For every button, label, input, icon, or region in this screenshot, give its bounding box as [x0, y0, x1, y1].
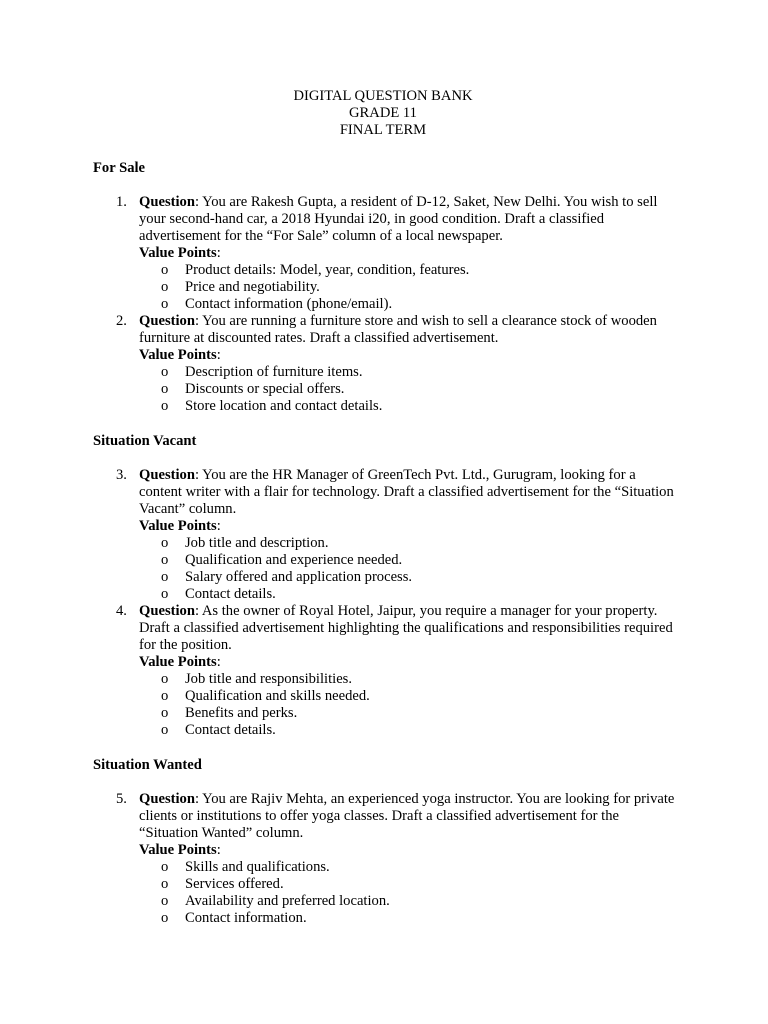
value-points-list	[139, 671, 678, 739]
bullet-icon: o	[161, 381, 169, 397]
value-point	[139, 876, 678, 893]
question-list	[93, 467, 678, 739]
value-points-block: Value Points:	[139, 347, 221, 363]
section-situation-wanted	[93, 757, 678, 927]
value-point	[139, 910, 678, 927]
question-number: 2.	[116, 313, 127, 329]
value-points-label: Value Points	[139, 518, 217, 534]
question-item	[93, 194, 678, 313]
value-point	[139, 552, 678, 569]
bullet-icon: o	[161, 586, 169, 602]
value-point	[139, 398, 678, 415]
value-point	[139, 279, 678, 296]
bullet-icon: o	[161, 671, 169, 687]
question-label: Question	[139, 313, 195, 329]
value-point-text: Contact details.	[185, 586, 276, 602]
document-header	[93, 88, 673, 139]
bullet-icon: o	[161, 552, 169, 568]
value-point-text: Discounts or special offers.	[185, 381, 345, 397]
bullet-icon: o	[161, 569, 169, 585]
question-label: Question	[139, 791, 195, 807]
bullet-icon: o	[161, 398, 169, 414]
question-label: Question	[139, 603, 195, 619]
question-text: : As the owner of Royal Hotel, Jaipur, you require a manager for your property. Draft a classified advertisement highlighting the qualifications and responsibilities required for the position.	[139, 603, 673, 653]
bullet-icon: o	[161, 876, 169, 892]
bullet-icon: o	[161, 859, 169, 875]
question-label: Question	[139, 467, 195, 483]
value-point-text: Product details: Model, year, condition, features.	[185, 262, 470, 278]
header-term: FINAL TERM	[339, 122, 427, 138]
question-text: : You are Rajiv Mehta, an experienced yoga instructor. You are looking for private clients or institutions to offer yoga classes. Draft a classified advertisement for the “Situation Wanted” column.	[139, 791, 675, 841]
question-text-block	[139, 194, 678, 245]
bullet-icon: o	[161, 364, 169, 380]
question-text: : You are the HR Manager of GreenTech Pvt. Ltd., Gurugram, looking for a content writer with a flair for technology. Draft a classified advertisement for the “Situation Vacant” column.	[139, 467, 674, 517]
value-point-text: Contact details.	[185, 722, 276, 738]
value-point	[139, 262, 678, 279]
value-point-text: Description of furniture items.	[185, 364, 363, 380]
question-item	[93, 313, 678, 415]
value-point-text: Skills and qualifications.	[185, 859, 330, 875]
bullet-icon: o	[161, 722, 169, 738]
bullet-icon: o	[161, 279, 169, 295]
value-point-text: Services offered.	[185, 876, 284, 892]
question-text-block	[139, 791, 678, 842]
value-points-list	[139, 535, 678, 603]
value-point-text: Job title and responsibilities.	[185, 671, 353, 687]
question-text-block	[139, 467, 678, 518]
question-text-block	[139, 603, 678, 654]
question-text: : You are Rakesh Gupta, a resident of D-12, Saket, New Delhi. You wish to sell your second-hand car, a 2018 Hyundai i20, in good condition. Draft a classified advertisement for the “For Sale” column of a local newspaper.	[139, 194, 658, 244]
question-list	[93, 791, 678, 927]
question-item	[93, 603, 678, 739]
value-point	[139, 364, 678, 381]
question-number: 5.	[116, 791, 127, 807]
question-label: Question	[139, 194, 195, 210]
bullet-icon: o	[161, 296, 169, 312]
bullet-icon: o	[161, 535, 169, 551]
value-point-text: Contact information (phone/email).	[185, 296, 393, 312]
section-situation-vacant	[93, 433, 678, 739]
value-point-text: Qualification and experience needed.	[185, 552, 403, 568]
bullet-icon: o	[161, 893, 169, 909]
value-points-block: Value Points:	[139, 842, 221, 858]
section-for-sale	[93, 160, 678, 415]
value-points-block: Value Points:	[139, 518, 221, 534]
question-number: 4.	[116, 603, 127, 619]
value-points-label: Value Points	[139, 842, 217, 858]
value-point	[139, 671, 678, 688]
question-text-block	[139, 313, 678, 347]
value-point-text: Contact information.	[185, 910, 307, 926]
value-points-list	[139, 364, 678, 415]
value-points-label: Value Points	[139, 347, 217, 363]
value-point	[139, 688, 678, 705]
value-points-list	[139, 859, 678, 927]
value-point-text: Salary offered and application process.	[185, 569, 413, 585]
value-points-label: Value Points	[139, 245, 217, 261]
bullet-icon: o	[161, 705, 169, 721]
value-point	[139, 296, 678, 313]
value-point-text: Store location and contact details.	[185, 398, 383, 414]
value-points-label: Value Points	[139, 654, 217, 670]
section-heading: For Sale	[93, 160, 146, 176]
header-title: DIGITAL QUESTION BANK	[293, 88, 473, 104]
value-point	[139, 859, 678, 876]
bullet-icon: o	[161, 262, 169, 278]
bullet-icon: o	[161, 688, 169, 704]
value-points-list	[139, 262, 678, 313]
question-number: 1.	[116, 194, 127, 210]
value-point	[139, 569, 678, 586]
bullet-icon: o	[161, 910, 169, 926]
value-points-block: Value Points:	[139, 245, 221, 261]
section-heading: Situation Vacant	[93, 433, 197, 449]
question-list	[93, 194, 678, 415]
value-point	[139, 893, 678, 910]
question-item	[93, 467, 678, 603]
value-point	[139, 381, 678, 398]
question-number: 3.	[116, 467, 127, 483]
value-point-text: Qualification and skills needed.	[185, 688, 370, 704]
value-points-block: Value Points:	[139, 654, 221, 670]
value-point-text: Benefits and perks.	[185, 705, 298, 721]
value-point-text: Price and negotiability.	[185, 279, 320, 295]
value-point	[139, 722, 678, 739]
header-grade: GRADE 11	[349, 105, 417, 121]
question-item	[93, 791, 678, 927]
value-point	[139, 586, 678, 603]
value-point	[139, 535, 678, 552]
value-point	[139, 705, 678, 722]
section-heading: Situation Wanted	[93, 757, 202, 773]
question-text: : You are running a furniture store and wish to sell a clearance stock of wooden furniture at discounted rates. Draft a classified advertisement.	[139, 313, 657, 346]
value-point-text: Job title and description.	[185, 535, 329, 551]
value-point-text: Availability and preferred location.	[185, 893, 390, 909]
